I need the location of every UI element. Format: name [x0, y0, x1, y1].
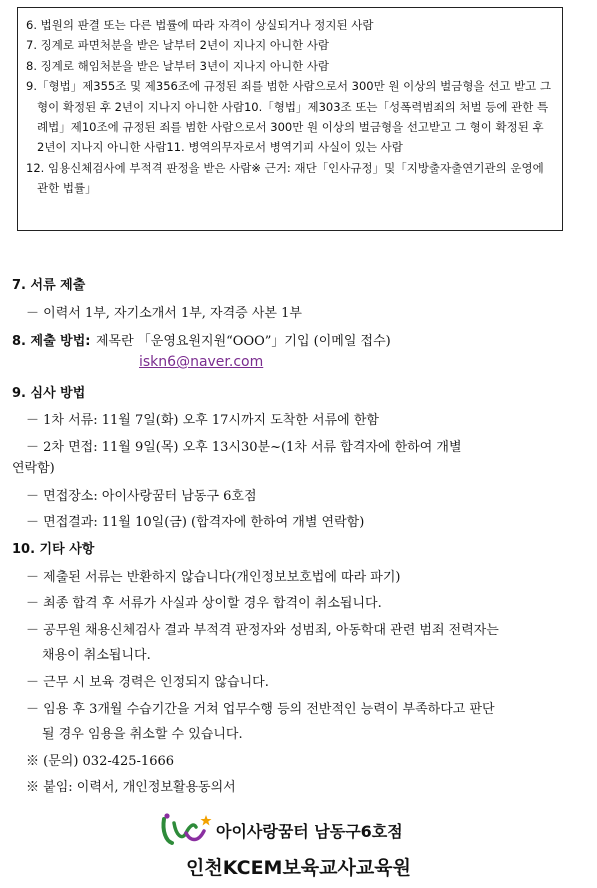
- section-10-line: 될 경우 임용을 취소할 수 있습니다.: [42, 727, 243, 742]
- section-10-line: － 제출된 서류는 반환하지 않습니다(개인정보보호법에 따라 파기): [26, 570, 401, 585]
- section-10-title: 10. 기타 사항: [12, 542, 95, 557]
- section-9-line: 연락함): [12, 461, 55, 476]
- section-7-line: － 이력서 1부, 자기소개서 1부, 자격증 사본 1부: [26, 306, 302, 321]
- section-10-line: － 근무 시 보육 경력은 인정되지 않습니다.: [26, 675, 269, 690]
- org-logo: [160, 813, 403, 847]
- section-10-line: ※ (문의) 032-425-1666: [26, 754, 175, 769]
- footer-organization: 인천KCEM보육교사교육원: [186, 857, 411, 879]
- section-9-line: － 면접결과: 11월 10일(금) (합격자에 한하여 개별 연락함): [26, 515, 365, 530]
- section-10-line: － 공무원 채용신체검사 결과 부적격 판정자와 성범죄, 아동학대 관련 범죄 전력자는: [26, 623, 499, 638]
- section-10-line: 채용이 취소됩니다.: [42, 648, 151, 663]
- section-8-text: 제목란 「운영요원지원“OOO”」기입 (이메일 접수): [96, 334, 391, 349]
- section-10-line: － 임용 후 3개월 수습기간을 거쳐 업무수행 등의 전반적인 능력이 부족하다고 판단: [26, 702, 495, 717]
- section-10-line: ※ 붙임: 이력서, 개인정보활용동의서: [26, 780, 236, 795]
- section-9-line: － 2차 면접: 11월 9일(목) 오후 13시30분~(1차 서류 합격자에 한하여 개별: [26, 440, 462, 455]
- section-7-title: 7. 서류 제출: [12, 278, 86, 293]
- section-9-line: － 면접장소: 아이사랑꿈터 남동구 6호점: [26, 489, 257, 504]
- section-9-title: 9. 심사 방법: [12, 386, 86, 401]
- box-item-12: 12. 임용신체검사에 부적격 판정을 받은 사람※ 근거: 재단「인사규정」및「지방출자출연기관의 운영에 관한 법률」: [26, 160, 544, 196]
- box-item-6: 6. 법원의 판결 또는 다른 법률에 따라 자격이 상실되거나 정지된 사람: [26, 18, 374, 32]
- box-item-7: 7. 징계로 파면처분을 받은 날부터 2년이 지나지 아니한 사람: [26, 38, 330, 53]
- email-link[interactable]: iskn6@naver.com: [139, 354, 264, 370]
- box-item-9-11: 9.「형법」제355조 및 제356조에 규정된 죄를 범한 사람으로서 300만 원 이상의 벌금형을 선고 받고 그 형이 확정된 후 2년이 지나지 아니한 사람10.「형법」제303조 또는「성폭력범죄의 처벌 등에 관한 특례법」제10조에 규정된 죄를 범한 사람으로서 300만 원 이상의 벌금형을 선고받고 그 형이 확정된 후 2년이 지나지 아니한 사람11. 병역의무자로서 병역기피 사실이 있는 사람: [26, 79, 552, 155]
- logo-label: 아이사랑꿈터 남동구6호점: [216, 821, 403, 841]
- qualification-box: [17, 7, 563, 231]
- box-item-8: 8. 징계로 해임처분을 받은 날부터 3년이 지나지 아니한 사람: [26, 58, 330, 73]
- section-9-line: － 1차 서류: 11월 7일(화) 오후 17시까지 도착한 서류에 한함: [26, 413, 379, 428]
- section-10-line: － 최종 합격 후 서류가 사실과 상이할 경우 합격이 취소됩니다.: [26, 596, 382, 611]
- logo-mark-icon: [160, 813, 212, 847]
- section-8-title: 8. 제출 방법:: [12, 334, 91, 349]
